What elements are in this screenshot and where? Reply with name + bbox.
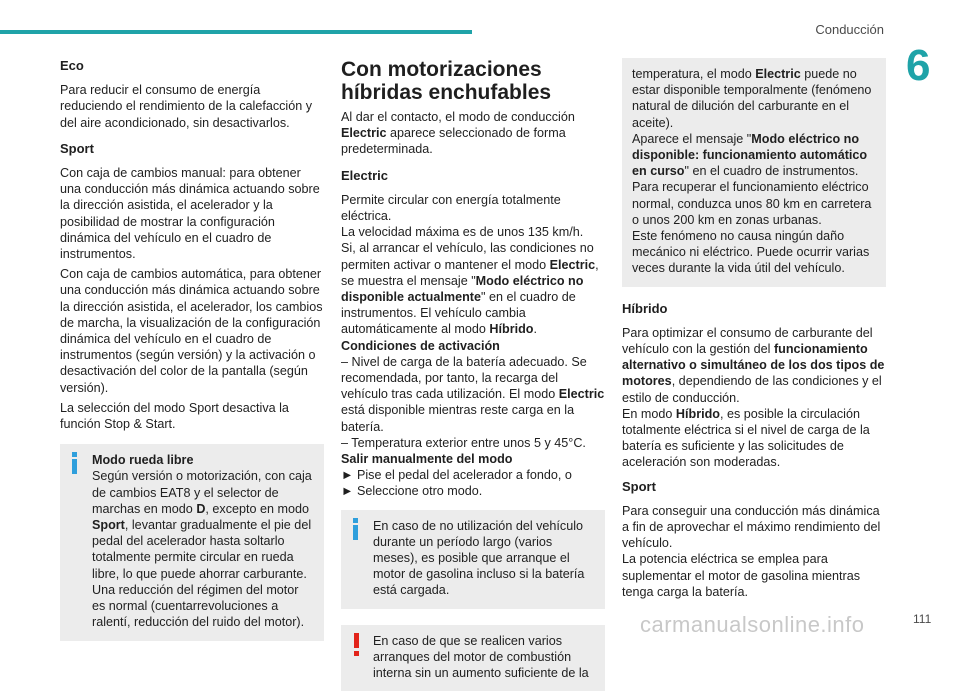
- info-box-text: Según versión o motorización, con caja de cambios EAT8 y el selector de marchas en modo D, excepto en modo Sport, levantar gradualmente el pie del pedal del acelerador hasta soltarlo totalmente permite circular en rueda libre, lo que puede ahorrar carburante.: [92, 469, 312, 581]
- column-3: [622, 58, 886, 600]
- sport-paragraph-stopstart: La selección del modo Sport desactiva la función Stop & Start.: [60, 400, 289, 432]
- info-box-text-2: Una reducción del régimen del motor es normal (cuentarrevoluciones a ralentí, reducción del ruido del motor).: [92, 582, 305, 630]
- warning-text-3: Para recuperar el funcionamiento eléctrico normal, conduzca unos 80 km en carretera o unos 200 km en zonas urbanas.: [632, 180, 872, 227]
- hybrid-heading: Híbrido: [622, 300, 668, 316]
- eco-text: Para reducir el consumo de energía reduciendo el rendimiento de la calefacción y del aire acondicionado, sin desactivarlos.: [60, 83, 313, 130]
- sport-heading: Sport: [622, 478, 656, 494]
- hybrid-text-2: En modo Híbrido, es posible la circulación totalmente eléctrica si el nivel de carga de la batería es suficiente y las solicitudes de aceleración son moderadas.: [622, 406, 870, 470]
- sport-heading: Sport: [60, 140, 94, 156]
- info-box-free-wheel: [60, 444, 324, 640]
- condition-1: – Nivel de carga de la batería adecuado. Se recomendada, por tanto, la recarga del vehículo tras cada utilización. El modo Electric está disponible mientras reste carga en la batería.: [341, 354, 605, 434]
- electric-text-3: Si, al arrancar el vehículo, las condiciones no permiten activar o mantener el modo Electric, se muestra el mensaje "Modo eléctrico no disponible actualmente" en el cuadro de instrumentos. El vehículo cambia automáticamente al modo Híbrido.: [341, 241, 599, 337]
- electric-text-1: Permite circular con energía totalmente eléctrica.: [341, 192, 561, 224]
- eco-heading: Eco: [60, 58, 84, 73]
- sport-text-1: Para conseguir una conducción más dinámica a fin de aprovechar el máximo rendimiento del vehículo.: [622, 503, 881, 551]
- section-heading-hybrid: Con motorizaciones híbridas enchufables: [341, 58, 552, 104]
- exit-step-1: ► Pise el pedal del acelerador a fondo, o: [341, 468, 572, 483]
- sport-paragraph-manual: Con caja de cambios manual: para obtener una conducción más dinámica actuando sobre la dirección asistida, el acelerador y la posibilidad de mostrar la configuración dinámica del vehículo en el cuadro de instrumentos.: [60, 166, 320, 262]
- column-2: [341, 58, 605, 691]
- electric-text-2: La velocidad máxima es de unos 135 km/h.: [341, 225, 584, 240]
- page-number: 111: [913, 612, 932, 626]
- warning-text-4: Este fenómeno no causa ningún daño mecánico ni eléctrico. Puede ocurrir varias veces durante la vida útil del vehículo.: [632, 229, 870, 276]
- warning-text-1: temperatura, el modo Electric puede no estar disponible temporalmente (fenómeno natural de dilución del carburante en el aceite).: [632, 67, 872, 130]
- sport-paragraph-auto: Con caja de cambios automática, para obtener una conducción más dinámica actuando sobre la dirección asistida, el acelerador, los cambios de marcha, la visualización de la configuración dinámica del vehículo en el cuadro de instrumentos (según versión) y la activación o desactivación del color de la pantalla (según versión).: [60, 267, 323, 395]
- info-icon: [70, 452, 80, 474]
- info-box-text: En caso de no utilización del vehículo durante un período largo (varios meses), es posible que arranque el motor de gasolina incluso si la batería está cargada.: [373, 518, 585, 598]
- warning-icon: [353, 633, 361, 657]
- info-icon: [351, 518, 361, 540]
- sport-text-2: La potencia eléctrica se emplea para suplementar el motor de gasolina mientras tenga carga la batería.: [622, 552, 861, 599]
- activation-conditions-heading: Condiciones de activación: [341, 338, 500, 353]
- info-box-long-storage: [341, 510, 605, 609]
- warning-box-continued: [622, 58, 886, 287]
- warning-text-2: Aparece el mensaje "Modo eléctrico no disponible: funcionamiento automático en curso" en el cuadro de instrumentos.: [632, 131, 868, 179]
- intro-text: Al dar el contacto, el modo de conducción Electric aparece seleccionado de forma predeterminada.: [341, 110, 575, 157]
- info-box-title: Modo rueda libre: [92, 453, 194, 468]
- electric-heading: Electric: [341, 167, 388, 183]
- warning-box-text: En caso de que se realicen varios arranques del motor de combustión interna sin un aumento suficiente de la: [373, 633, 589, 681]
- chapter-title: Conducción: [815, 22, 884, 37]
- condition-2: – Temperatura exterior entre unos 5 y 45°C.: [341, 435, 586, 450]
- exit-step-2: ► Seleccione otro modo.: [341, 484, 483, 499]
- warning-box: [341, 625, 605, 691]
- manual-exit-heading: Salir manualmente del modo: [341, 452, 513, 467]
- header-accent-bar: [0, 30, 472, 34]
- hybrid-text-1: Para optimizar el consumo de carburante del vehículo con la gestión del funcionamiento alternativo o simultáneo de los dos tipos de motores, dependiendo de las condiciones y el estilo de conducción.: [622, 325, 885, 405]
- chapter-number: 6: [906, 41, 931, 90]
- column-1: [60, 58, 324, 641]
- watermark: carmanualsonline.info: [640, 612, 865, 637]
